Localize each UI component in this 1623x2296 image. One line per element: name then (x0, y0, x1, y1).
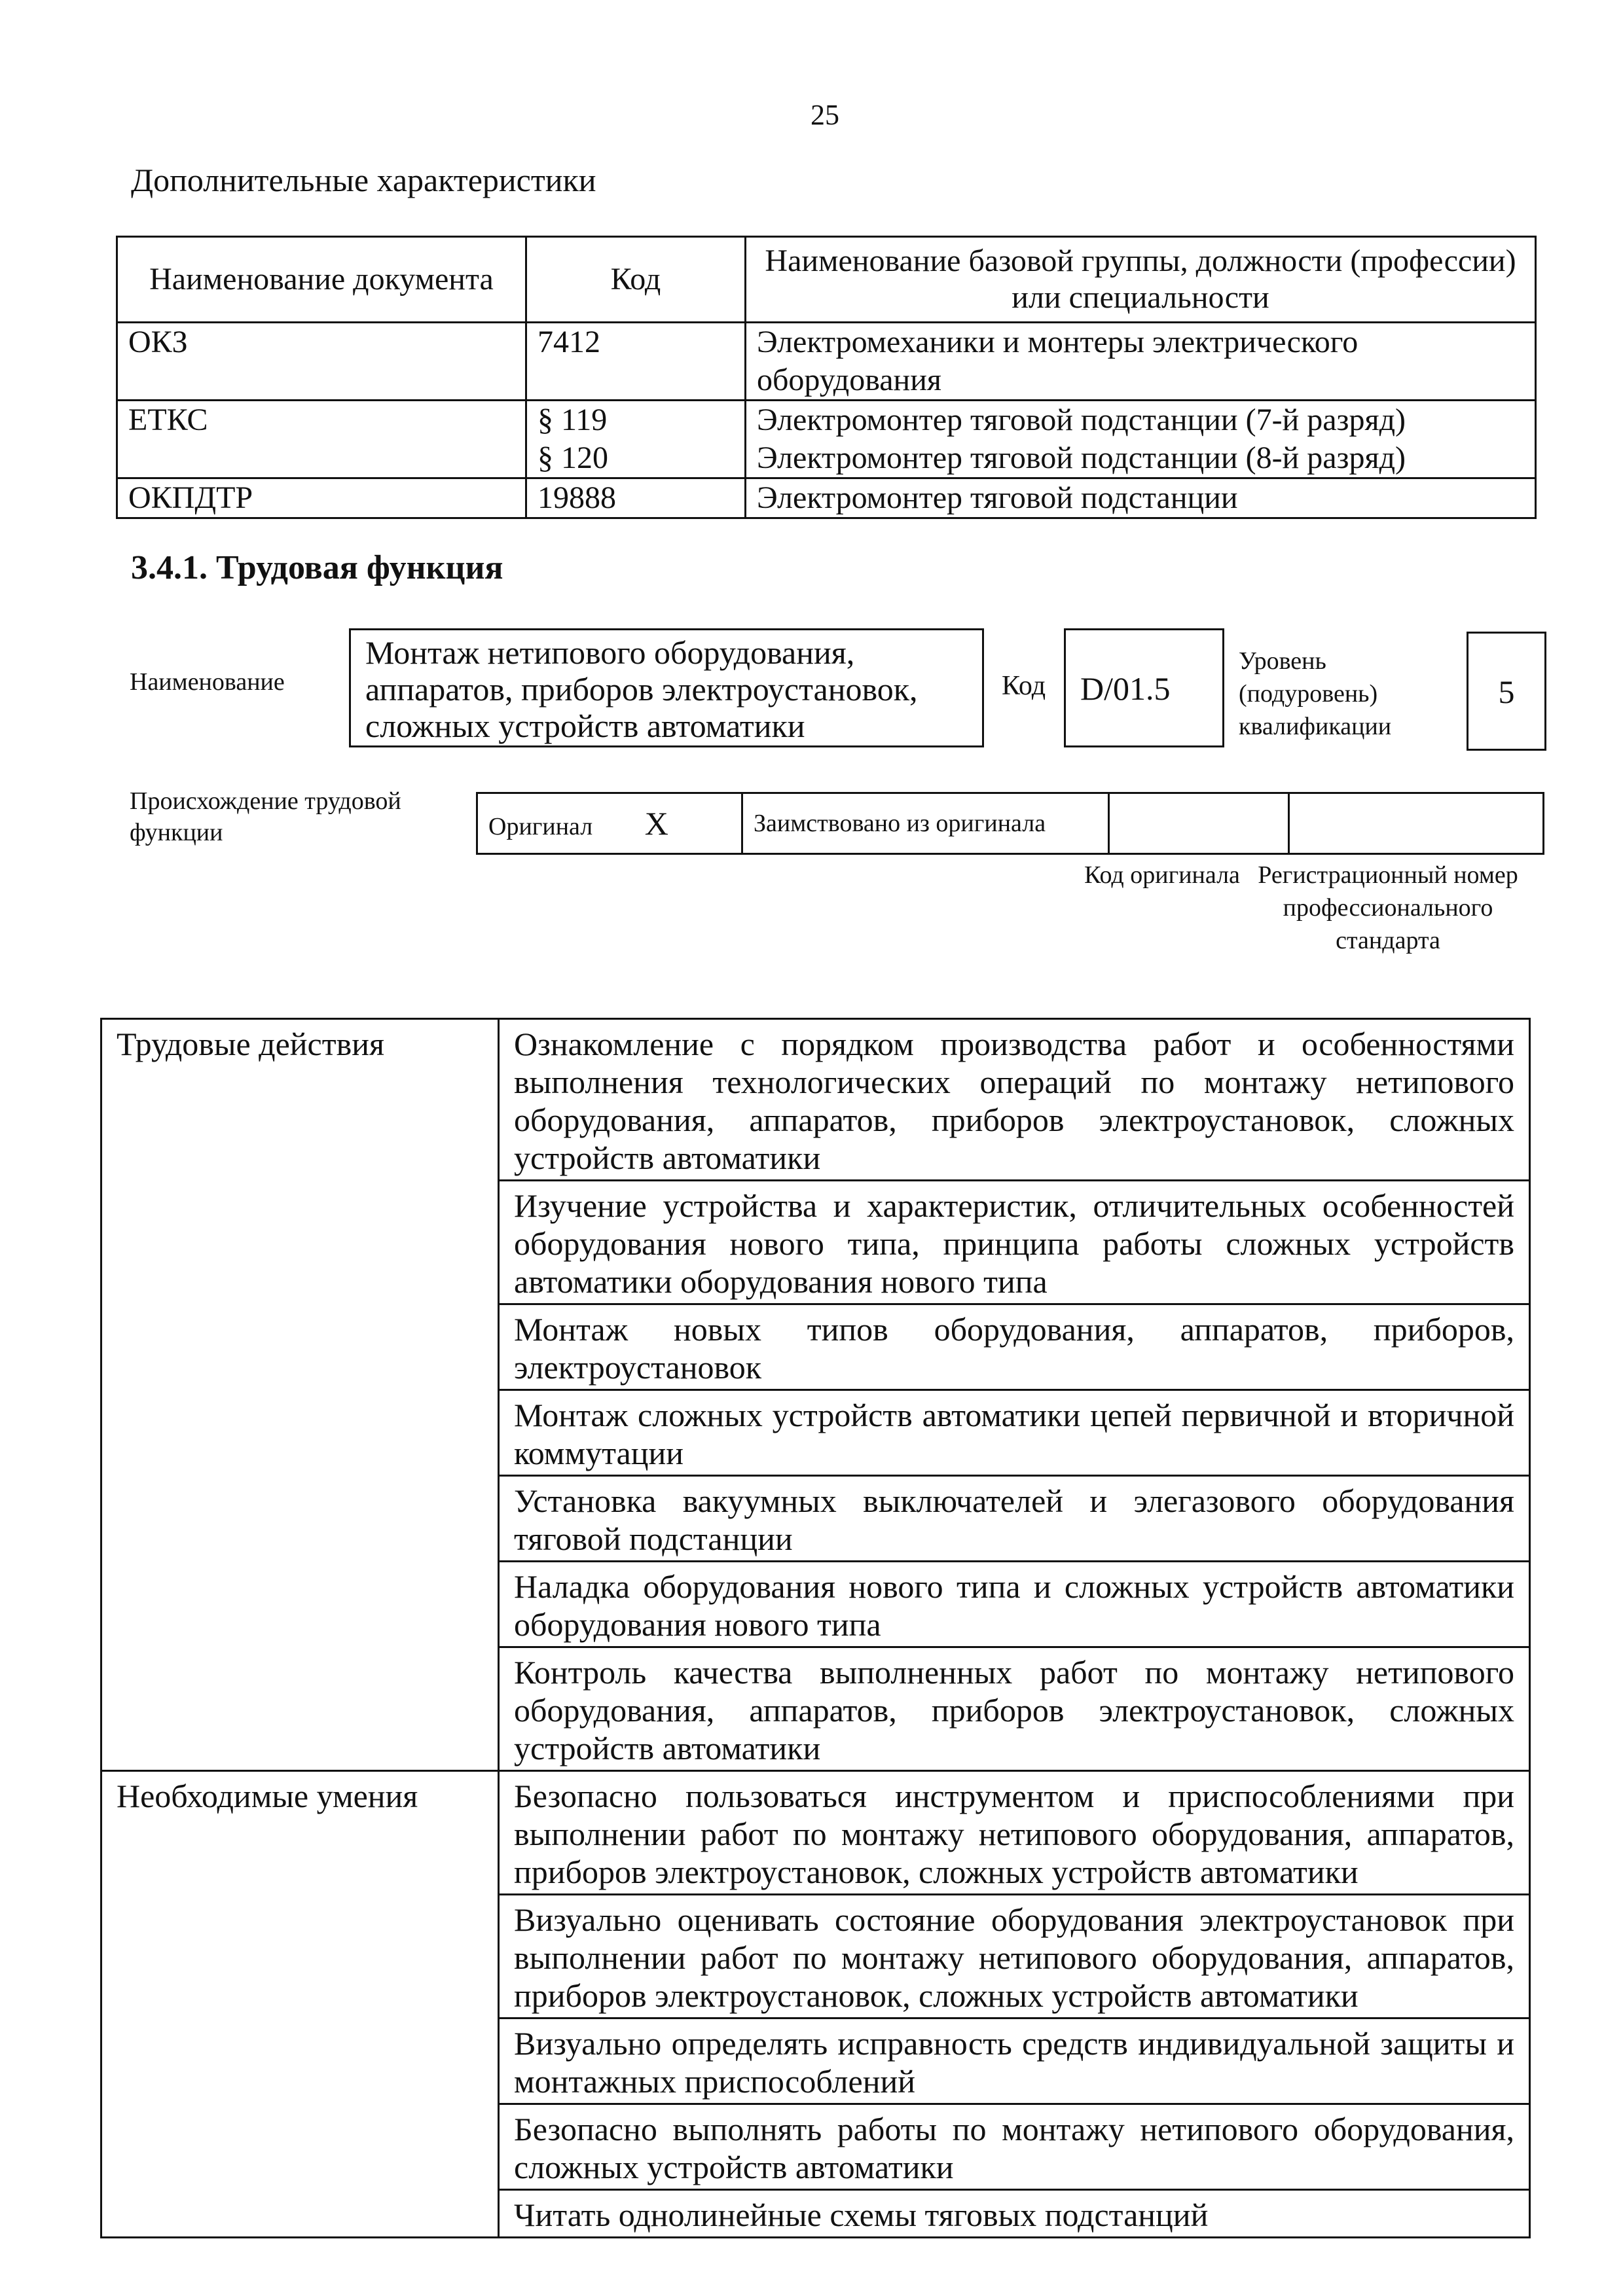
list-item: Читать однолинейные схемы тяговых подстанций (499, 2190, 1530, 2238)
qualification-level-box: 5 (1467, 632, 1546, 751)
list-item: Монтаж новых типов оборудования, аппаратов, приборов, электроустановок (499, 1304, 1530, 1390)
additional-characteristics-title: Дополнительные характеристики (131, 162, 596, 198)
table-row (101, 1019, 1530, 1181)
registration-number-cell (1289, 793, 1544, 854)
list-item: Установка вакуумных выключателей и элегазового оборудования тяговой подстанции (499, 1476, 1530, 1562)
list-item: Визуально определять исправность средств индивидуальной защиты и монтажных приспособлений (499, 2018, 1530, 2104)
header-document-name: Наименование документа (117, 237, 526, 323)
list-item: Ознакомление с порядком производства работ и особенностями выполнения технологических операций по монтажу нетипового оборудования, аппаратов, приборов электроустановок, сложных устройств автоматики (499, 1019, 1530, 1181)
original-code-cell (1109, 793, 1289, 854)
origin-row (477, 793, 1544, 854)
page-number: 25 (811, 99, 839, 131)
function-details-table (100, 1018, 1531, 2238)
section-title: 3.4.1. Трудовая функция (131, 549, 503, 586)
doc-cell: ОКЗ (117, 323, 526, 401)
table-row (117, 323, 1536, 401)
borrowed-cell: Заимствовано из оригинала (742, 793, 1109, 854)
original-cell (477, 793, 742, 854)
original-label: Оригинал (488, 813, 593, 840)
list-item: Визуально оценивать состояние оборудования электроустановок при выполнении работ по монтажу нетипового оборудования, аппаратов, приборов электроустановок, сложных устройств автоматики (499, 1895, 1530, 2018)
table-row (117, 401, 1536, 478)
skills-label: Необходимые умения (101, 1771, 499, 2238)
list-item: Монтаж сложных устройств автоматики цепей первичной и вторичной коммутации (499, 1390, 1530, 1476)
additional-characteristics-table (116, 236, 1537, 519)
function-name-box: Монтаж нетипового оборудования, аппаратов, приборов электроустановок, сложных устройств автоматики (349, 628, 984, 747)
function-code-box: D/01.5 (1064, 628, 1224, 747)
origin-table (476, 792, 1544, 855)
qualification-level-label: Уровень (подуровень) квалификации (1239, 647, 1392, 740)
original-code-caption: Код оригинала (1084, 861, 1240, 889)
group-name-cell: Электромонтер тяговой подстанции (7-й разряд) Электромонтер тяговой подстанции (8-й разряд) (746, 401, 1536, 478)
code-label: Код (1002, 671, 1046, 701)
table-row (101, 1771, 1530, 1895)
doc-cell: ОКПДТР (117, 478, 526, 518)
original-mark: X (644, 805, 668, 842)
group-name-cell: Электромеханики и монтеры электрического оборудования (746, 323, 1536, 401)
table-row (117, 478, 1536, 518)
labor-actions-label: Трудовые действия (101, 1019, 499, 1771)
code-cell: 7412 (526, 323, 746, 401)
list-item: Изучение устройства и характеристик, отличительных особенностей оборудования нового типа, принципа работы сложных устройств автоматики оборудования нового типа (499, 1181, 1530, 1304)
registration-number-caption: Регистрационный номер профессионального стандарта (1258, 861, 1518, 954)
table-header-row (117, 237, 1536, 323)
origin-label: Происхождение трудовой функции (130, 787, 401, 846)
header-code: Код (526, 237, 746, 323)
code-cell: § 119 § 120 (526, 401, 746, 478)
list-item: Безопасно пользоваться инструментом и приспособлениями при выполнении работ по монтажу нетипового оборудования, аппаратов, приборов электроустановок, сложных устройств автоматики (499, 1771, 1530, 1895)
name-label: Наименование (130, 668, 285, 696)
doc-cell: ЕТКС (117, 401, 526, 478)
header-group-name: Наименование базовой группы, должности (профессии) или специальности (746, 237, 1536, 323)
group-name-cell: Электромонтер тяговой подстанции (746, 478, 1536, 518)
list-item: Наладка оборудования нового типа и сложных устройств автоматики оборудования нового типа (499, 1562, 1530, 1647)
list-item: Безопасно выполнять работы по монтажу нетипового оборудования, сложных устройств автоматики (499, 2104, 1530, 2190)
list-item: Контроль качества выполненных работ по монтажу нетипового оборудования, аппаратов, приборов электроустановок, сложных устройств автоматики (499, 1647, 1530, 1771)
code-cell: 19888 (526, 478, 746, 518)
